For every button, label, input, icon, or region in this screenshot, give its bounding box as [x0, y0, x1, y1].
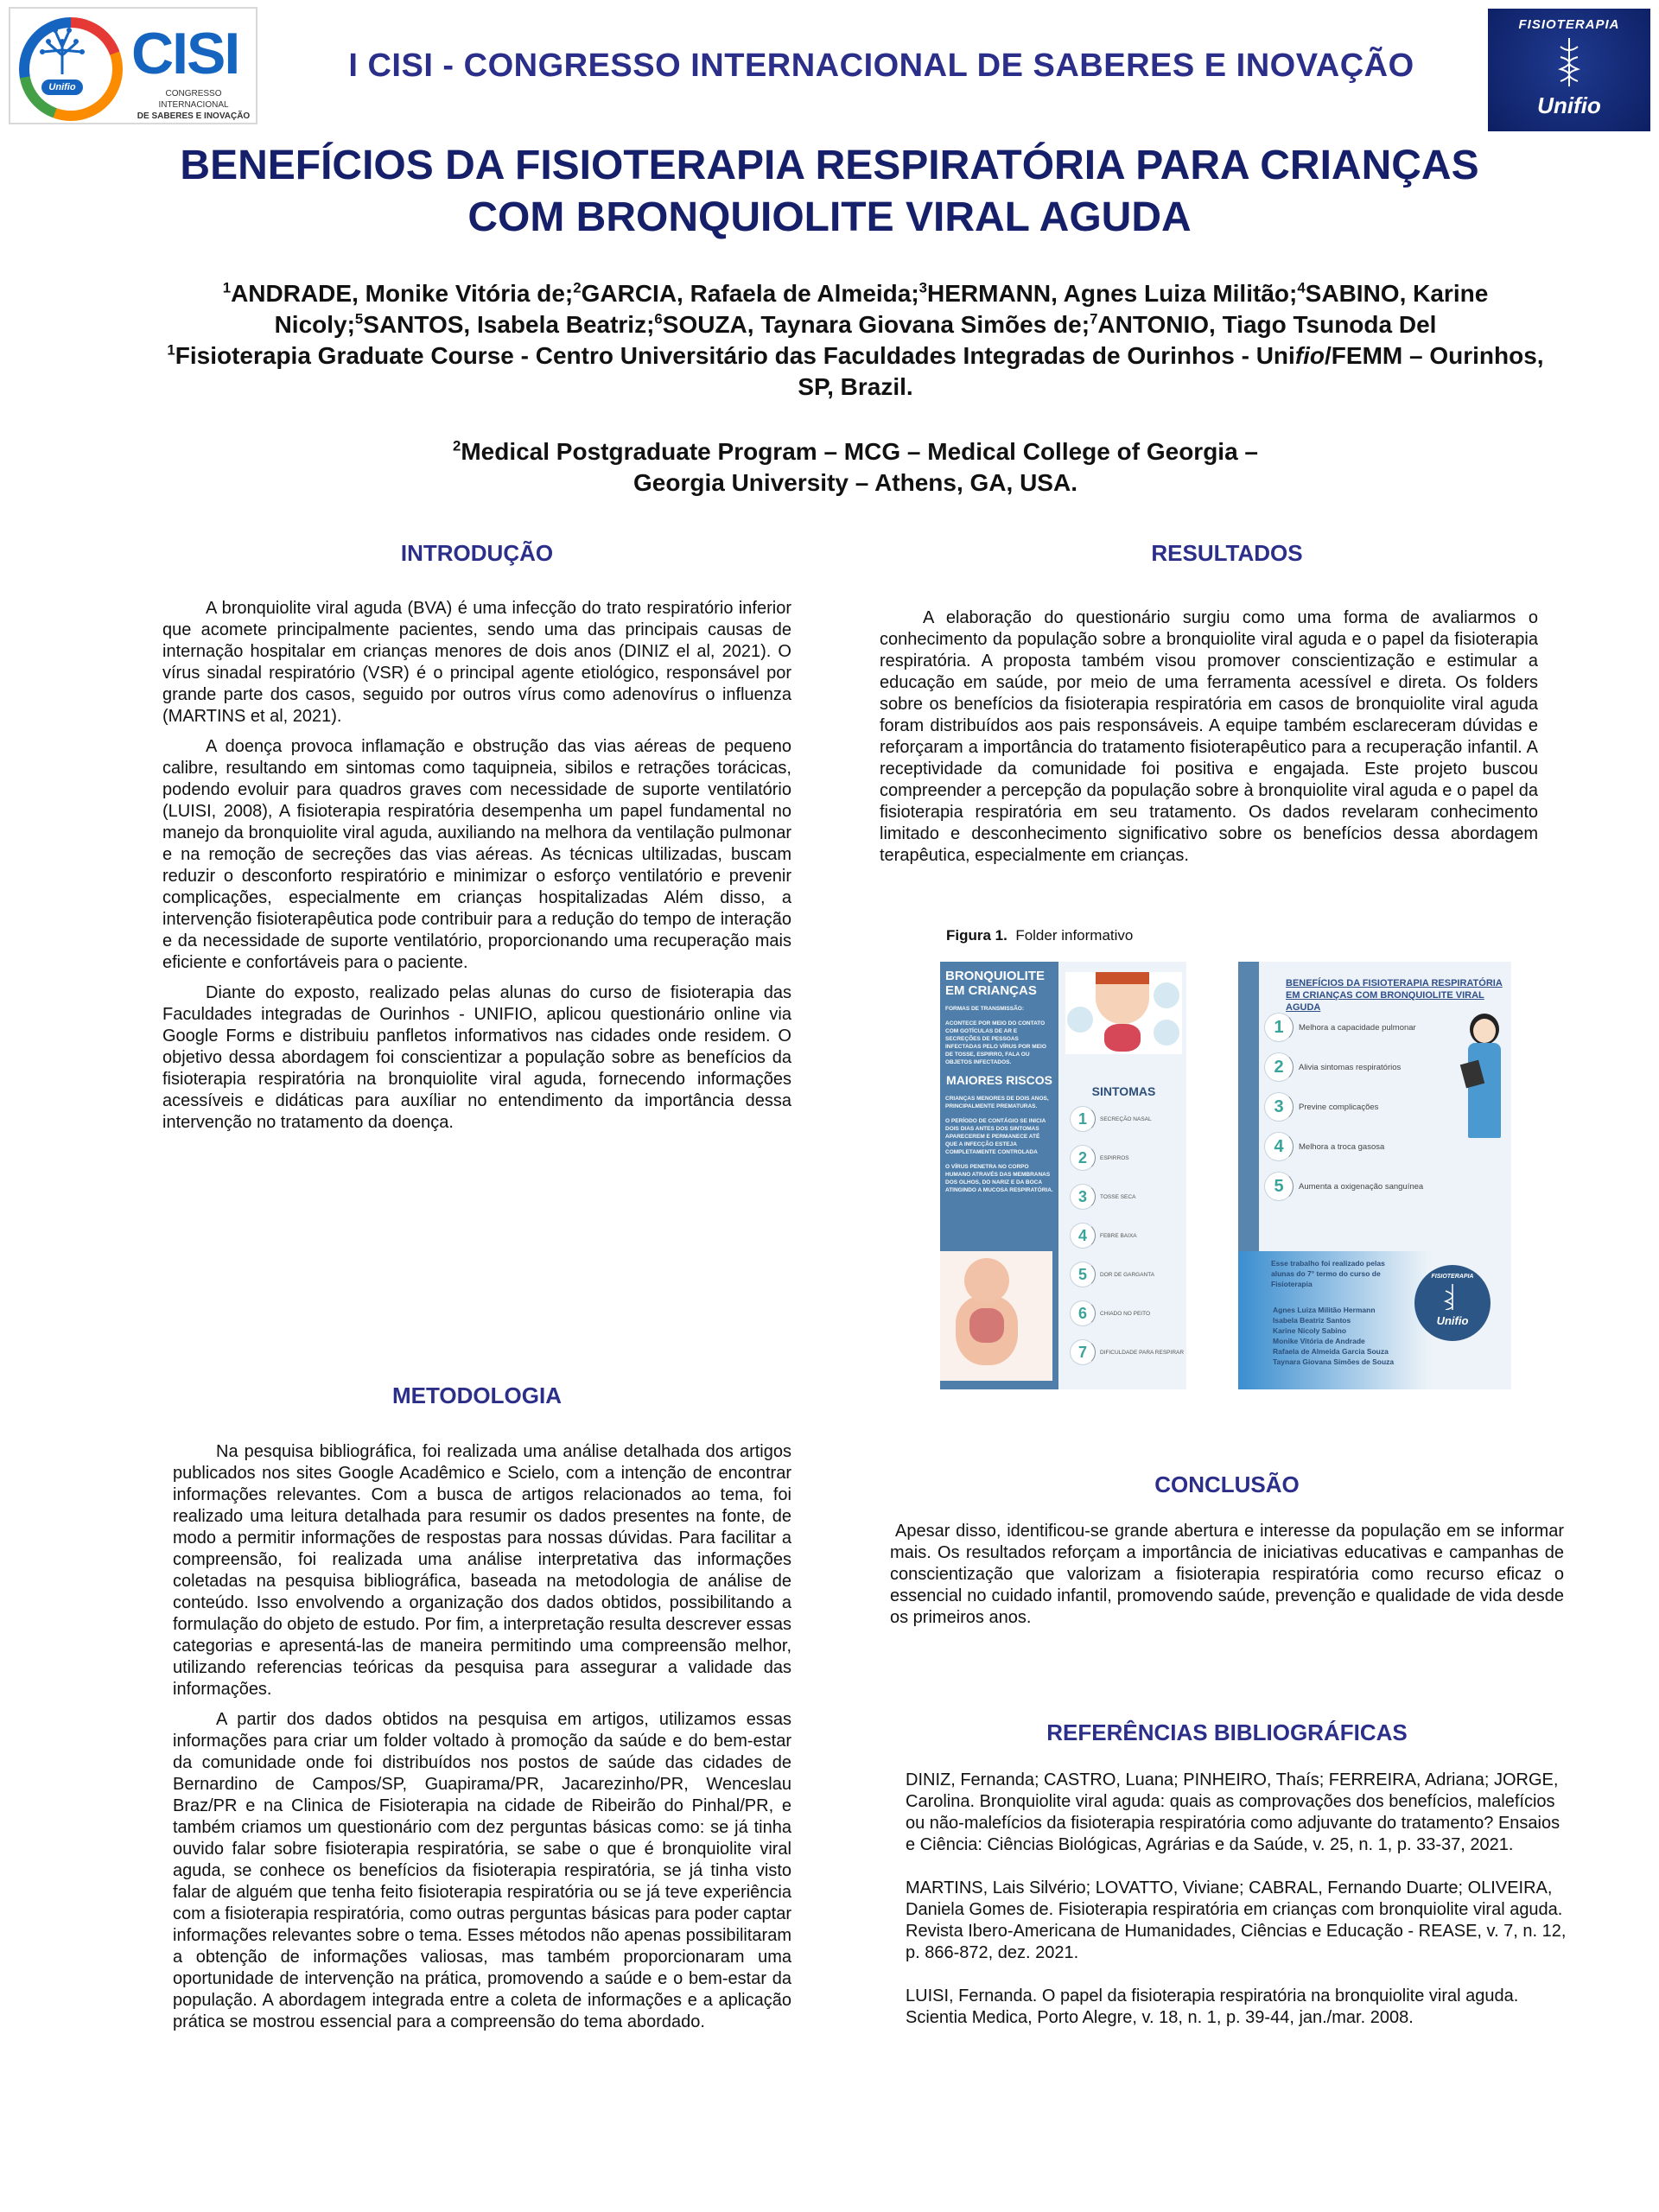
paragraph: A elaboração do questionário surgiu como uma forma de avaliarmos o conhecimento da população sobre a bronquiolite viral aguda e o papel da fisioterapia respiratória. A proposta também visou promover conscientização e estimular a educação em saúde, por meio de uma ferramenta acessível e direta. Os folders sobre os benefícios da fisioterapia respiratória em casos de bronquiolite viral aguda foram distribuídos aos pais responsáveis. A equipe também esclareceram dúvidas e reforçaram a importância do tratamento fisioterapêutico para a recuperação infantil. A receptividade da comunidade foi positiva e engajada. Este projeto buscou compreender a percepção da população sobre à bronquiolite viral aguda e o papel da fisioterapia respiratória em seu tratamento. Os dados revelaram conhecimento limitado e desconhecimento significativo sobre os benefícios dessa abordagem terapêutica, especialmente em crianças.: [880, 608, 1538, 865]
paragraph: Na pesquisa bibliográfica, foi realizada uma análise detalhada dos artigos publicados nos sites Google Acadêmico e Scielo, com a intenção de encontrar informações relevantes. Com a busca de artigos relacionados ao tema, foi realizado uma leitura detalhada para resumir os dados presentes na fonte, de modo a permitir informações de respostas para nossas dúvidas. Para facilitar a compreensão, foi realizada uma análise interpretativa das informações coletadas na pesquisa bibliográfica, baseada na metodologia de análise de conteúdo. Isso envolvendo a organização dos dados obtidos, possibilitando a formulação do objeto de estudo. Por fim, a interpretação resulta descrever essas categorias e apresentá-las de maneira permitindo uma compreensão melhor, utilizando referencias teóricas da pesquisa para assegurar a validade das informações.: [173, 1442, 791, 1699]
number-badge: 1: [1070, 1106, 1096, 1132]
paragraph: A doença provoca inflamação e obstrução das vias aéreas de pequeno calibre, resultando em sintomas como taquipneia, sibilos e retrações torácicas, podendo evoluir para quadros graves com necessidade de suporte ventilatório (LUISI, 2008), A fisioterapia respiratória desempenha um papel fundamental no manejo da bronquiolite viral aguda, auxiliando na melhora da ventilação pulmonar e na remoção de secreções das vias aéreas. As técnicas ultilizadas, buscam reduzir o desconforto respiratório e minimizar o esforço ventilatório e prevenir complicações, especialmente em crianças hospitalizadas Além disso, a intervenção fisioterapêutica pode contribuir para a redução do tempo de interação e da necessidade de suporte ventilatório, proporcionando uma recuperação mais eficiente e confortáveis para o paciente.: [162, 737, 791, 972]
benefit-label: Previne complicações: [1299, 1102, 1379, 1112]
poster-title: [104, 140, 1555, 244]
unifio-badge: Unifio: [41, 79, 83, 95]
number-badge: 4: [1264, 1132, 1294, 1161]
conference-title: I CISI - CONGRESSO INTERNACIONAL DE SABERES E INOVAÇÃO: [348, 48, 1414, 84]
student-name: Monike Vitória de Andrade: [1273, 1337, 1365, 1345]
symptom-label: DIFICULDADE PARA RESPIRAR: [1100, 1349, 1185, 1356]
author: $^7$ANTONIO, Tiago Tsunoda Del: [1090, 310, 1437, 338]
folder-stripe: [1238, 962, 1259, 1251]
figure-caption: [946, 927, 1133, 944]
risks-heading: MAIORES RISCOS: [946, 1073, 1052, 1087]
benefits-heading: BENEFÍCIOS DA FISIOTERAPIA RESPIRATÓRIA EM CRIANÇAS COM BRONQUIOLITE VIRAL AGUDA: [1286, 978, 1503, 1013]
symptoms-heading: SINTOMAS: [1091, 1084, 1156, 1098]
symptom-item: [1070, 1338, 1186, 1367]
folder-panel-beneficios: [1238, 962, 1511, 1389]
symptom-item: [1070, 1104, 1186, 1134]
risk-item: O VÍRUS PENETRA NO CORPO HUMANO ATRAVÉS DAS MEMBRANAS DOS OLHOS, DO NARIZ E DA BOCA ATINGINDO A MUCOSA RESPIRATÓRIA.: [945, 1164, 1053, 1193]
author: $^4$SABINO, Karine Nicoly;: [274, 279, 1489, 338]
symptom-item: [1070, 1221, 1186, 1250]
poster-title-line1: BENEFÍCIOS DA FISIOTERAPIA RESPIRATÓRIA PARA CRIANÇAS: [180, 143, 1479, 188]
author: $^6$SOUZA, Taynara Giovana Simões de;: [654, 310, 1090, 338]
author: $^5$SANTOS, Isabela Beatriz;: [354, 310, 655, 338]
section-body-resultados: [880, 607, 1538, 875]
benefit-label: Aumenta a oxigenação sanguínea: [1299, 1181, 1424, 1192]
symptom-label: ESPIRROS: [1100, 1154, 1129, 1161]
section-title-introducao: INTRODUÇÃO: [400, 540, 554, 566]
caduceus-icon: [1442, 1284, 1463, 1310]
benefit-item: [1264, 1131, 1454, 1162]
number-badge: 7: [1070, 1339, 1096, 1365]
folder-credits: [1238, 1251, 1511, 1389]
paragraph: A bronquiolite viral aguda (BVA) é uma infecção do trato respiratório inferior que acomete principalmente pacientes, sendo uma das principais causas de internação hospitalar em crianças menores de dois anos (DINIZ el al, 2021). O vírus sinadal respiratório (VSR) é o principal agente etiológico, responsável por grande parte dos casos, seguido por outros vírus como adenovírus o influenza (MARTINS et al, 2021).: [162, 599, 791, 726]
symptom-label: SECREÇÃO NASAL: [1100, 1116, 1152, 1122]
reference-item: DINIZ, Fernanda; CASTRO, Luana; PINHEIRO, Thaís; FERREIRA, Adriana; JORGE, Carolina. Bronquiolite viral aguda: quais as comprovações dos benefícios, malefícios ou não-malefícios da fisioterapia respiratória como adjuvante do tratamento? Ensaios e Ciência: Ciências Biológicas, Agrárias e da Saúde, v. 25, n. 1, p. 33-37, 2021.: [906, 1770, 1560, 1854]
symptom-item: [1070, 1260, 1186, 1289]
symptom-label: DOR DE GARGANTA: [1100, 1271, 1155, 1278]
cisi-wordmark: CISI: [131, 21, 239, 86]
number-badge: 3: [1070, 1184, 1096, 1210]
number-badge: 5: [1264, 1172, 1294, 1201]
author: $^2$GARCIA, Rafaela de Almeida;: [573, 279, 919, 307]
benefit-item: [1264, 1052, 1454, 1083]
section-title-referencias: REFERÊNCIAS BIBLIOGRÁFICAS: [1046, 1719, 1408, 1745]
author: $^3$HERMANN, Agnes Luiza Militão;: [918, 279, 1298, 307]
credit-text: Esse trabalho foi realizado pelas alunas do 7° termo do curso de Fisioterapia: [1271, 1259, 1385, 1288]
authors-block: [156, 278, 1555, 403]
affiliation-2: $^2$Medical Postgraduate Program – MCG – Medical College of Georgia – Georgia University – Athens, GA, USA.: [452, 437, 1259, 496]
paragraph: A partir dos dados obtidos na pesquisa em artigos, utilizamos essas informações para criar um folder voltado à promoção da saúde e do bem-estar da comunidade onde foi distribuídos nos postos de saúde das cidades de Bernardino de Campos/SP, Guapirama/PR, Jacarezinho/PR, Wenceslau Braz/PR e na Clinica de Fisioterapia na cidade de Ribeirão do Pinhal/PR, e também criamos um questionário com dez perguntas básicas como: se já tinha ouvido falar sobre fisioterapia respiratória, se sabe o que é bronquiolite viral aguda, se conhece os benefícios da fisioterapia respiratória, se já tinha visto falar de alguém que tenha feito fisioterapia respiratória ou se já teve experiência com a fisioterapia respiratória, como outras perguntas básicas para poder captar informações relevantes sobre o tema. Esses métodos não apenas possibilitaram a obtenção de informações valiosas, mas também proporcionaram uma oportunidade de intervenção na prática, promovendo a saúde e o bem-estar da população. A abordagem integrada entre a coleta de informações e a aplicação prática se mostrou essencial para a compreensão do tema abordado.: [173, 1710, 791, 2031]
transmission-text: ACONTECE POR MEIO DO CONTATO COM GOTÍCULAS DE AR E SECREÇÕES DE PESSOAS INFECTADAS PELO VÍRUS POR MEIO DE TOSSE, ESPIRRO, FALA OU OBJETOS INFECTADOS.: [945, 1020, 1046, 1065]
number-badge: 2: [1264, 1052, 1294, 1082]
logo-brand: Unifio: [1537, 92, 1601, 118]
section-title-metodologia: METODOLOGIA: [392, 1382, 562, 1408]
logo-arc-text: FISIOTERAPIA: [1518, 17, 1620, 32]
number-badge: 1: [1264, 1013, 1294, 1042]
affiliation-1: $^1$Fisioterapia Graduate Course - Centro Universitário das Faculdades Integradas de Ourinhos - Unifio/FEMM – Ourinhos, SP, Brazil.: [167, 341, 1544, 400]
reference-item: MARTINS, Lais Silvério; LOVATTO, Viviane; CABRAL, Fernando Duarte; OLIVEIRA, Daniela Gomes de. Fisioterapia respiratória em crianças com bronquiolite viral aguda. Revista Ibero-Americana de Humanidades, Ciências e Educação - REASE, v. 7, n. 12, p. 866-872, dez. 2021.: [906, 1878, 1567, 1962]
number-badge: 5: [1070, 1262, 1096, 1287]
cisi-logo-subtitle: CONGRESSO INTERNACIONAL DE SABERES E INOVAÇÃO: [137, 89, 251, 121]
student-names: [1273, 1305, 1394, 1367]
section-body-metodologia: [173, 1441, 791, 2042]
fisioterapia-seal: FISIOTERAPIA Unifio: [1414, 1265, 1491, 1341]
author: $^1$ANDRADE, Monike Vitória de;: [222, 279, 574, 307]
student-name: Agnes Luiza Militão Hermann: [1273, 1306, 1376, 1314]
caduceus-icon: [1548, 36, 1591, 88]
benefit-label: Melhora a capacidade pulmonar: [1299, 1022, 1416, 1033]
paragraph: Diante do exposto, realizado pelas alunas do curso de fisioterapia das Faculdades integradas de Ourinhos - UNIFIO, aplicou questionário online via Google Forms e distribuiu panfletos informativos nas cidades onde residem. O objetivo dessa abordagem foi conscientizar a população sobre as benefícios da fisioterapia respiratória na bronquiolite viral aguda, fornecendo informações acessíveis e didáticas para auxíliar no entendimento da importância dessa intervenção no tratamento da doença.: [162, 983, 791, 1132]
nurse-illustration: [1463, 1014, 1506, 1152]
symptom-label: FEBRE BAIXA: [1100, 1232, 1137, 1239]
section-body-introducao: [162, 598, 791, 1142]
student-name: Isabela Beatriz Santos: [1273, 1316, 1351, 1325]
baby-lungs-illustration: [940, 1251, 1052, 1381]
section-title-conclusao: CONCLUSÃO: [1154, 1471, 1300, 1497]
transmission-heading: FORMAS DE TRANSMISSÃO:: [945, 1006, 1024, 1012]
risk-item: O PERÍODO DE CONTÁGIO SE INICIA DOIS DIAS ANTES DOS SINTOMAS APARECEREM E PERMANECE ATÉ QUE A INFECÇÃO ESTEJA COMPLETAMENTE CONTROLADA: [945, 1118, 1046, 1155]
figure-label: Figura 1.: [946, 927, 1007, 944]
number-badge: 2: [1070, 1145, 1096, 1171]
student-name: Rafaela de Almeida Garcia Souza: [1273, 1347, 1389, 1356]
section-body-conclusao: [890, 1521, 1564, 1637]
symptom-label: CHIADO NO PEITO: [1100, 1310, 1151, 1317]
benefit-item: [1264, 1012, 1454, 1043]
author-list: [223, 280, 1489, 338]
reference-list: [906, 1770, 1571, 2050]
tree-icon: [35, 26, 90, 74]
student-name: Taynara Giovana Simões de Souza: [1273, 1357, 1395, 1366]
poster-title-line2: COM BRONQUIOLITE VIRAL AGUDA: [467, 194, 1192, 240]
figure-caption-text: Folder informativo: [1015, 927, 1134, 944]
benefit-label: Melhora a troca gasosa: [1299, 1141, 1385, 1152]
benefit-item: [1264, 1171, 1454, 1202]
benefit-label: Alivia sintomas respiratórios: [1299, 1062, 1402, 1072]
folder-heading: BRONQUIOLITE EM CRIANÇAS: [945, 969, 1045, 998]
child-lungs-illustration: [1065, 972, 1182, 1054]
cisi-logo: [9, 7, 257, 124]
student-name: Karine Nicoly Sabino: [1273, 1326, 1347, 1335]
symptom-item: [1070, 1299, 1186, 1328]
number-badge: 6: [1070, 1300, 1096, 1326]
number-badge: 4: [1070, 1223, 1096, 1249]
section-title-resultados: RESULTADOS: [1151, 540, 1303, 566]
fisioterapia-unifio-logo: [1488, 9, 1650, 131]
folder-panel-bronquiolite: [940, 962, 1186, 1389]
risk-item: CRIANÇAS MENORES DE DOIS ANOS, PRINCIPALMENTE PREMATURAS.: [945, 1096, 1049, 1109]
benefit-item: [1264, 1091, 1454, 1122]
reference-item: LUISI, Fernanda. O papel da fisioterapia respiratória na bronquiolite viral aguda. Scientia Medica, Porto Alegre, v. 18, n. 1, p. 39-44, jan./mar. 2008.: [906, 1986, 1519, 2027]
paragraph: Apesar disso, identificou-se grande abertura e interesse da população em se informar mais. Os resultados reforçam a importância de iniciativas educativas e campanhas de conscientização que valorizam a fisioterapia respiratória como recurso eficaz o essencial no cuidado infantil, promovendo saúde, prevenção e qualidade de vida desde os primeiros anos.: [890, 1522, 1564, 1627]
symptom-label: TOSSE SECA: [1100, 1193, 1136, 1200]
symptom-item: [1070, 1143, 1186, 1173]
symptom-item: [1070, 1182, 1186, 1211]
number-badge: 3: [1264, 1092, 1294, 1122]
